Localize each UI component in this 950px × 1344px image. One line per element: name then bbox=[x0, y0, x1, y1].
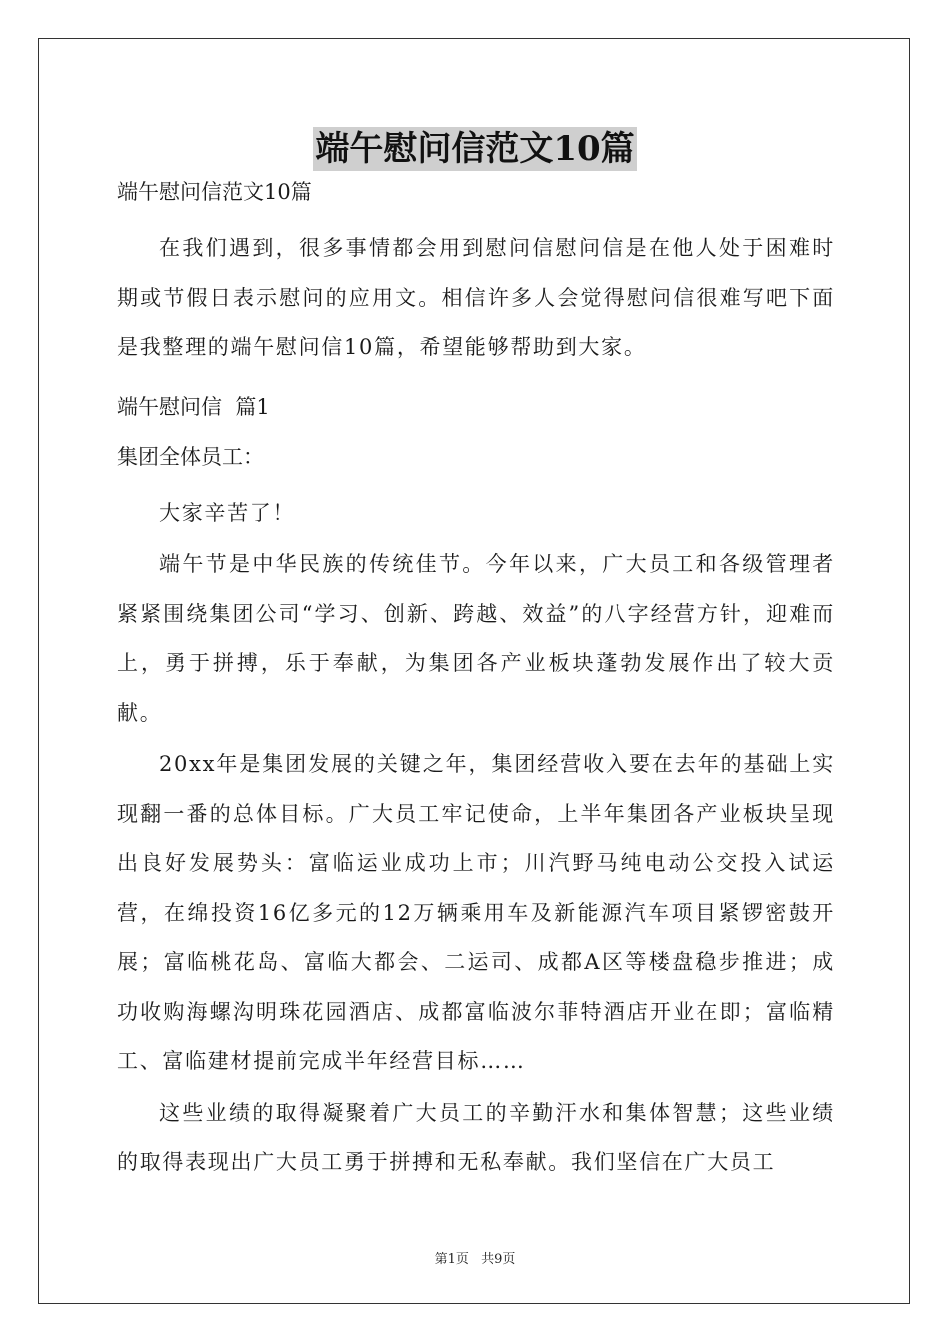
greeting: 大家辛苦了！ bbox=[159, 500, 296, 525]
document-subtitle: 端午慰问信范文10篇 bbox=[117, 180, 312, 204]
document-title: 端午慰问信范文10篇 bbox=[315, 129, 635, 169]
title-container bbox=[0, 127, 950, 171]
body-paragraph: 20xx年是集团发展的关键之年，集团经营收入要在去年的基础上实现翻一番的总体目标。广大员工牢记使命，上半年集团各产业板块呈现出良好发展势头：富临运业成功上市；川汽野马纯电动公交投入试运营，在绵投资16亿多元的12万辆乘用车及新能源汽车项目紧锣密鼓开展；富临桃花岛、富临大都会、二运司、成都A区等楼盘稳步推进；成功收购海螺沟明珠花园酒店、成都富临波尔菲特酒店开业在即；富临精工、富临建材提前完成半年经营目标…… bbox=[117, 752, 835, 1073]
salutation: 集团全体员工： bbox=[117, 444, 264, 469]
section-heading: 端午慰问信 篇1 bbox=[117, 394, 270, 419]
page-number: 第1页 bbox=[434, 1252, 469, 1267]
intro-paragraph: 在我们遇到，很多事情都会用到慰问信慰问信是在他人处于困难时期或节假日表示慰问的应用文。相信许多人会觉得慰问信很难写吧下面是我整理的端午慰问信10篇，希望能够帮助到大家。 bbox=[117, 236, 835, 359]
document-body bbox=[117, 176, 835, 1188]
page-footer bbox=[0, 1248, 950, 1267]
body-paragraph: 端午节是中华民族的传统佳节。今年以来，广大员工和各级管理者紧紧围绕集团公司“学习、创新、跨越、效益”的八字经营方针，迎难而上，勇于拼搏，乐于奉献，为集团各产业板块蓬勃发展作出了较大贡献。 bbox=[117, 552, 835, 725]
body-paragraph: 这些业绩的取得凝聚着广大员工的辛勤汗水和集体智慧；这些业绩的取得表现出广大员工勇于拼搏和无私奉献。我们坚信在广大员工 bbox=[117, 1100, 835, 1174]
page-total: 共9页 bbox=[481, 1252, 516, 1267]
